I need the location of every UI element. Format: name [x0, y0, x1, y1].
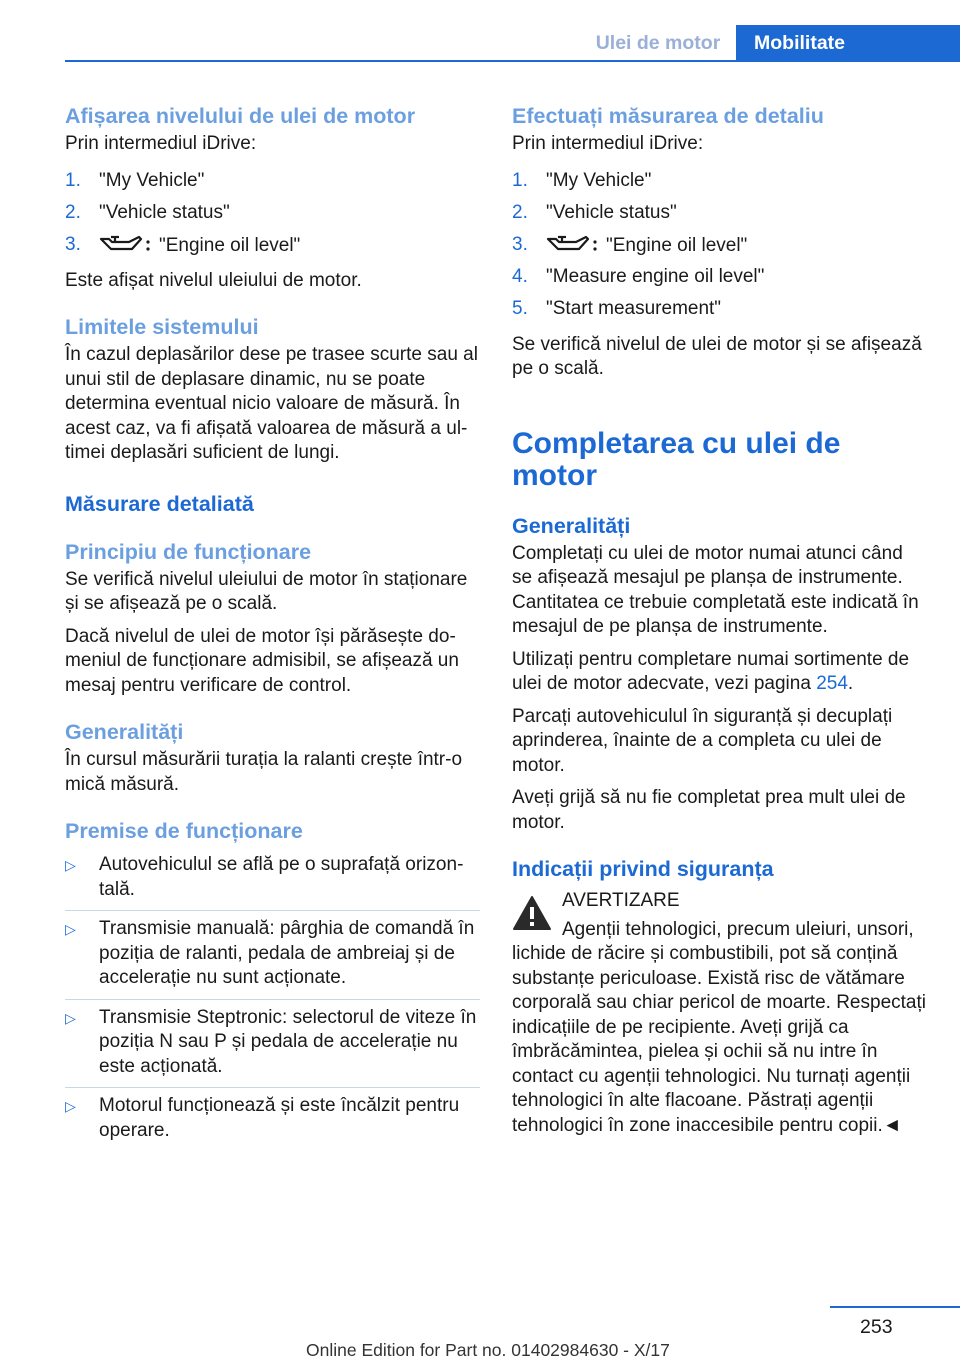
step-text: "Engine oil level" — [606, 234, 748, 256]
page-link[interactable]: 254 — [816, 673, 848, 694]
warning-triangle-icon — [512, 895, 552, 931]
principle-text-1: Se verifică nivelul uleiului de motor în staționare și se afișează pe o scală. — [65, 568, 468, 614]
list-item — [65, 233, 480, 265]
step-text: "Engine oil level" — [159, 234, 301, 256]
heading-general-topup: Generalități — [512, 513, 631, 538]
step-number: 2. — [512, 201, 528, 223]
header-section-tab[interactable]: Ulei de motor — [595, 31, 721, 54]
idrive-intro: Prin intermediul iDrive: — [512, 133, 704, 154]
premise-text: Transmisie Steptronic: selectorul de viteze în poziția N sau P și pedala de accelerație nu este acționată. — [99, 1006, 477, 1077]
triangle-bullet-icon: ▷ — [65, 857, 76, 873]
display-note: Este afișat nivelul uleiului de motor. — [65, 269, 362, 291]
list-item — [512, 233, 928, 265]
edition-note: Online Edition for Part no. 01402984630 - X/17 — [306, 1340, 670, 1360]
list-item — [65, 847, 480, 911]
topup-text-4: Aveți grijă să nu fie completat prea mult ulei de motor. — [512, 787, 906, 833]
step-number: 4. — [512, 265, 528, 287]
topup-text-3: Parcați autovehiculul în siguranță și decuplați aprinderea, înainte de a completa cu ulei de motor. — [512, 705, 893, 776]
heading-display-oil-level: Afișarea nivelului de ulei de motor — [65, 104, 416, 128]
step-text: "Vehicle status" — [546, 201, 677, 223]
heading-general: Generalități — [65, 720, 184, 744]
step-text: "My Vehicle" — [99, 169, 205, 191]
triangle-bullet-icon: ▷ — [65, 1098, 76, 1114]
heading-topup-oil: Completarea cu ulei de motor — [512, 426, 841, 492]
list-item — [512, 297, 928, 329]
heading-detailed-measurement: Măsurare detaliată — [65, 491, 254, 516]
step-number: 1. — [512, 169, 528, 191]
limits-text: În cazul deplasărilor dese pe trasee scurte sau al unui stil de deplasare dinamic, nu se poate determina eventual nicio valoare de măsură. În acest caz, va fi afișată valoarea de măsură a ultimei deplasări suficient de lungi. — [65, 344, 478, 463]
step-number: 5. — [512, 297, 528, 319]
oil-can-icon — [99, 233, 151, 255]
premises-list — [65, 847, 480, 1151]
header-rule — [65, 60, 960, 62]
premise-text: Motorul funcționează și este încălzit pentru operare. — [99, 1095, 460, 1141]
page-number: 253 — [860, 1316, 893, 1338]
premise-text: Autovehiculul se află pe o suprafață orizontală. — [99, 854, 464, 900]
list-item — [65, 911, 480, 1000]
premise-text: Transmisie manuală: pârghia de comandă în poziția de ralanti, pedala de ambreiaj și de accelerație nu sunt acționate. — [99, 918, 475, 988]
list-item — [65, 169, 480, 201]
warning-block — [512, 889, 928, 1138]
list-item — [65, 1000, 480, 1089]
left-column — [65, 102, 480, 1151]
right-column — [512, 102, 928, 1138]
list-item — [512, 265, 928, 297]
general-text: În cursul măsurării turația la ralanti crește într-o mică măsură. — [65, 749, 463, 795]
list-item — [65, 201, 480, 233]
heading-safety: Indicații privind siguranța — [512, 857, 774, 881]
page-header — [580, 25, 960, 61]
idrive-intro: Prin intermediul iDrive: — [65, 133, 257, 154]
step-text: "Vehicle status" — [99, 201, 230, 223]
list-item — [65, 1088, 480, 1151]
footer-rule — [830, 1306, 960, 1308]
step-text: "My Vehicle" — [546, 169, 652, 191]
oil-can-icon — [546, 233, 598, 255]
list-item — [512, 169, 928, 201]
triangle-bullet-icon: ▷ — [65, 921, 76, 937]
heading-premises: Premise de funcționare — [65, 819, 303, 843]
list-item — [512, 201, 928, 233]
topup-text-2: Utilizați pentru completare numai sortimente de ulei de motor adecvate, vezi pagina 254. — [512, 648, 910, 694]
heading-system-limits: Limitele sistemului — [65, 315, 259, 339]
step-number: 1. — [65, 169, 81, 191]
heading-principle: Principiu de funcționare — [65, 539, 312, 564]
triangle-bullet-icon: ▷ — [65, 1009, 76, 1026]
topup-text-1: Completați cu ulei de motor numai atunci când se afișează mesajul pe planșa de instrumente. Cantitatea ce trebuie completată este indicată în mesajul de pe planșa de instrumente. — [512, 542, 919, 637]
step-number: 2. — [65, 201, 81, 223]
principle-text-2: Dacă nivelul de ulei de motor își părăsește domeniul de funcționare admisibil, se afișează un mesaj pentru verificare de control. — [65, 625, 459, 696]
steps-list-display — [65, 169, 480, 265]
header-chapter-tab[interactable]: Mobilitate — [736, 25, 960, 61]
step-number: 3. — [65, 233, 81, 255]
step-text: "Start measurement" — [546, 297, 722, 319]
warning-text: Agenții tehnologici, precum uleiuri, unsori, lichide de răcire și combustibili, pot să conțină substanțe periculoase. Există risc de vătămare corporală sau chiar pericol de moarte. Respectați indicațiile de pe recipiente. Aveți grijă ca îmbrăcămintea, pielea și ochii să nu intre în contact cu agenții tehnologici. Nu turnați agenții tehnologici în alte flacoane. Păstrați agenții tehnologici în zone inaccesibile pentru copii.◄ — [512, 918, 926, 1136]
heading-perform-measurement: Efectuați măsurarea de detaliu — [512, 104, 824, 128]
warning-label: AVERTIZARE — [562, 890, 680, 911]
measure-note: Se verifică nivelul de ulei de motor și se afișează pe o scală. — [512, 333, 922, 379]
steps-list-measure — [512, 169, 928, 329]
step-text: "Measure engine oil level" — [546, 265, 765, 287]
step-number: 3. — [512, 233, 528, 255]
